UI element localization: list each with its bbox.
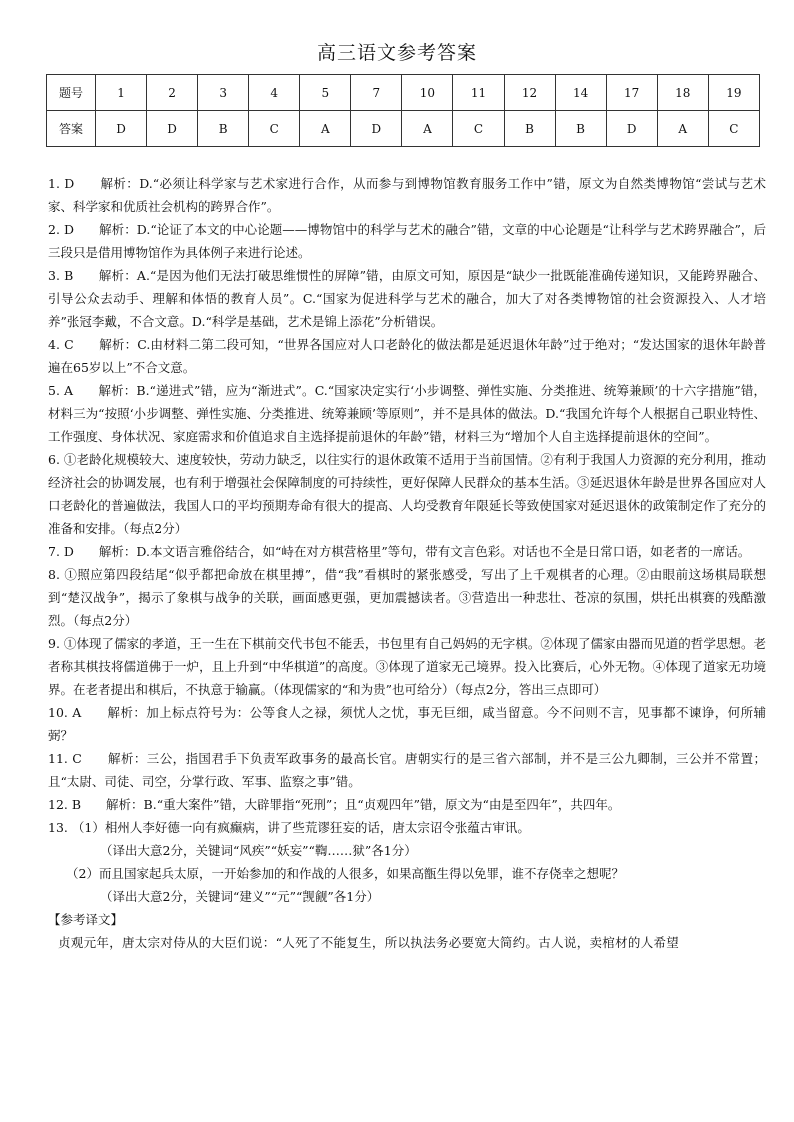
reference-translation-heading: 【参考译文】 [48,912,124,927]
explanation-item: 5. A 解析：B.“递进式”错，应为“渐进式”。C.“国家决定实行‘小步调整、弹性实施、分类推进、统筹兼顾’的十六字措施”错，材料三为“按照‘小步调整、弹性实施、分类推进、统筹兼顾’等原则”，并不是具体的做法。D.“我国允许每个人根据自己职业特性、工作强度、身体状况、家庭需求和价值追求自主选择提前退休的年龄”错，材料三为“增加个人自主选择提前退休的空间”。 [48,383,766,444]
table-cell: 3 [198,75,249,111]
table-cell: 2 [147,75,198,111]
table-cell: 17 [606,75,657,111]
explanation-item: 12. B 解析：B.“重大案件”错，大辟罪指“死刑”；且“贞观四年”错，原文为“由是至四年”，共四年。 [48,797,621,812]
table-cell: D [606,111,657,147]
table-cell: A [300,111,351,147]
table-cell: D [96,111,147,147]
row-label-numbers: 题号 [47,75,96,111]
explanation-item: 3. B 解析：A.“是因为他们无法打破思维惯性的屏障”错，由原文可知，原因是“缺少一批既能准确传递知识，又能跨界融合、引导公众去动手、理解和体悟的教育人员”。C.“国家为促进科学与艺术的融合，加大了对各类博物馆的社会资源投入、人才培养”张冠李戴，不合文意。D.“科学是基础，艺术是锦上添花”分析错误。 [48,268,766,329]
question-13-item-1: （1）相州人李好德一向有疯癫病，讲了些荒谬狂妄的话，唐太宗诏令张蕴古审讯。 [71,820,530,835]
question-13-item-2: （2）而且国家起兵太原，一开始参加的和作战的人很多，如果高甑生得以免罪，谁不存侥幸之想呢？ [66,866,624,881]
table-cell: C [708,111,759,147]
explanation-item: 9. ①体现了儒家的孝道，王一生在下棋前交代书包不能丢，书包里有自己妈妈的无字棋。②体现了儒家由器而见道的哲学思想。老者称其棋技将儒道佛于一炉，且上升到“中华棋道”的高度。③体现了道家无己境界。投入比赛后，心外无物。④体现了道家无功境界。在老者提出和棋后，不执意于输赢。（体现儒家的“和为贵”也可给分）（每点2分，答出三点即可） [48,636,766,697]
table-cell: C [249,111,300,147]
answer-table [46,74,760,147]
table-cell: D [147,111,198,147]
table-cell: B [504,111,555,147]
table-cell: D [351,111,402,147]
table-cell: 11 [453,75,504,111]
explanation-item: 6. ①老龄化规模较大、速度较快，劳动力缺乏，以往实行的退休政策不适用于当前国情。②有利于我国人力资源的充分利用，推动经济社会的协调发展，也有利于增强社会保障制度的可持续性，更好保障人民群众的基本生活。③延迟退休年龄是世界各国应对人口老龄化的普遍做法，我国人口的平均预期寿命有很大的提高、人均受教育年限延长等致使国家对延迟退休的政策制定作了充分的准备和安排。（每点2分） [48,452,766,536]
table-cell: 19 [708,75,759,111]
table-cell: B [198,111,249,147]
explanation-item: 8. ①照应第四段结尾“似乎都把命放在棋里搏”，借“我”看棋时的紧张感受，写出了上千观棋者的心理。②由眼前这场棋局联想到“楚汉战争”，揭示了象棋与战争的关联，画面感更强，更加震撼读者。③营造出一种悲壮、苍凉的氛围，烘托出棋赛的残酷激烈。（每点2分） [48,567,766,628]
reference-translation-text: 贞观元年，唐太宗对侍从的大臣们说：“人死了不能复生，所以执法务必要宽大简约。古人说，卖棺材的人希望 [58,935,680,950]
explanation-item: 11. C 解析：三公，指国君手下负责军政事务的最高长官。唐朝实行的是三省六部制，并不是三公九卿制，三公并不常置；且“太尉、司徒、司空，分掌行政、军事、监察之事”错。 [48,751,766,789]
table-cell: 14 [555,75,606,111]
row-label-answers: 答案 [47,111,96,147]
answer-explanations [48,172,766,954]
explanation-item: 4. C 解析：C.由材料二第二段可知，“世界各国应对人口老龄化的做法都是延迟退休年龄”过于绝对；“发达国家的退休年龄普遍在65岁以上”不合文意。 [48,337,766,375]
table-row-answers [47,111,760,147]
question-13-item-1-note: （译出大意2分，关键词“风疾”“妖妄”“鞫……狱”各1分） [100,843,417,858]
table-cell: 12 [504,75,555,111]
table-cell: C [453,111,504,147]
question-13 [48,816,766,839]
question-13-label: 13. [48,820,68,835]
table-cell: A [402,111,453,147]
table-cell: A [657,111,708,147]
table-row-numbers [47,75,760,111]
question-13-item-2-note: （译出大意2分，关键词“建义”“元”“觊觎”各1分） [100,889,380,904]
table-cell: 18 [657,75,708,111]
page-title: 高三语文参考答案 [316,42,477,64]
table-cell: 10 [402,75,453,111]
table-cell: B [555,111,606,147]
explanation-item: 2. D 解析：D.“论证了本文的中心论题——博物馆中的科学与艺术的融合”错，文章的中心论题是“让科学与艺术跨界融合”，后三段只是借用博物馆作为具体例子来进行论述。 [48,222,766,260]
explanation-item: 1. D 解析：D.“必须让科学家与艺术家进行合作，从而参与到博物馆教育服务工作中”错，原文为自然类博物馆“尝试与艺术家、科学家和优质社会机构的跨界合作”。 [48,176,766,214]
table-cell: 5 [300,75,351,111]
explanation-item: 7. D 解析：D.本文语言雅俗结合，如“峙在对方棋营格里”等句，带有文言色彩。对话也不全是日常口语，如老者的一席话。 [48,544,751,559]
table-cell: 4 [249,75,300,111]
table-cell: 1 [96,75,147,111]
explanation-item: 10. A 解析：加上标点符号为：公等食人之禄，须忧人之忧，事无巨细，咸当留意。今不问则不言，见事都不谏诤，何所辅弼？ [48,705,766,743]
table-cell: 7 [351,75,402,111]
